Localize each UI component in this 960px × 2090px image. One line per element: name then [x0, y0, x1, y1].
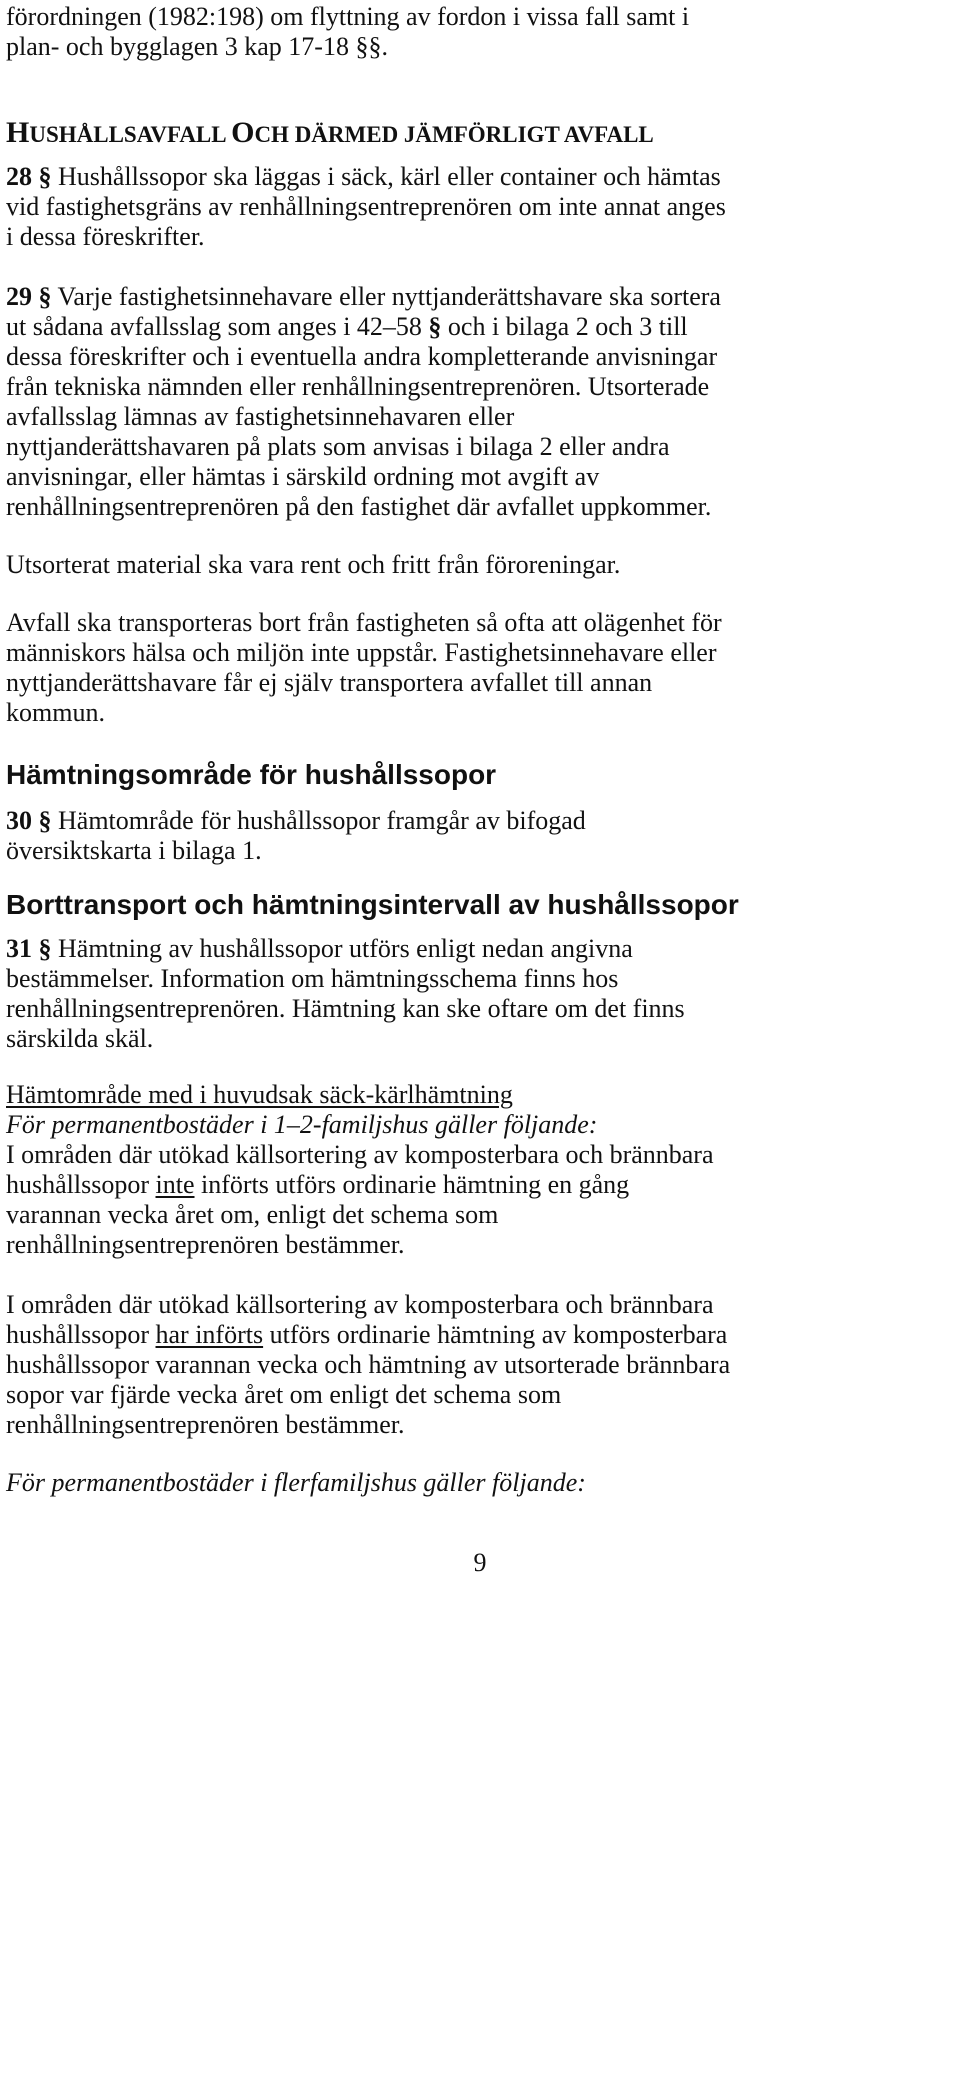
transport-line-2: människors hälsa och miljön inte uppstår. Fastighetsinnehavare eller: [6, 638, 717, 667]
intro-line-1: förordningen (1982:198) om flyttning av fordon i vissa fall samt i: [6, 2, 690, 31]
small-houses-a-line-1: I områden där utökad källsortering av komposterbara och brännbara: [6, 1140, 714, 1169]
multi-family-intro: För permanentbostäder i flerfamiljshus gäller följande:: [6, 1468, 586, 1497]
section-sign: §: [38, 934, 52, 963]
heading-collection-area: Hämtningsområde för hushållssopor: [6, 759, 497, 790]
paragraph-28-line-3: i dessa föreskrifter.: [6, 222, 205, 251]
heading-transport-interval: Borttransport och hämtningsintervall av hushållssopor: [6, 889, 739, 920]
paragraph-30-line-1: 30 § Hämtområde för hushållssopor framgår av bifogad: [6, 806, 586, 835]
paragraph-number: 30: [6, 806, 32, 835]
paragraph-31-line-4: särskilda skäl.: [6, 1024, 154, 1053]
small-houses-b-line-1: I områden där utökad källsortering av komposterbara och brännbara: [6, 1290, 714, 1319]
section-heading: HUSHÅLLSAVFALL OCH DÄRMED JÄMFÖRLIGT AVFALL: [6, 116, 654, 149]
small-houses-a-line-4: renhållningsentreprenören bestämmer.: [6, 1230, 405, 1259]
paragraph-28-line-1: 28 § Hushållssopor ska läggas i säck, kärl eller container och hämtas: [6, 162, 721, 191]
section-sign: §: [38, 282, 52, 311]
small-houses-a-line-3: varannan vecka året om, enligt det schema som: [6, 1200, 499, 1229]
paragraph-29-line-2: ut sådana avfallsslag som anges i 42–58 § och i bilaga 2 och 3 till: [6, 312, 688, 341]
paragraph-31-line-2: bestämmelser. Information om hämtningsschema finns hos: [6, 964, 619, 993]
paragraph-31-line-1: 31 § Hämtning av hushållssopor utförs enligt nedan angivna: [6, 934, 633, 963]
clean-material-paragraph: Utsorterat material ska vara rent och fritt från föroreningar.: [6, 550, 621, 579]
paragraph-30-line-2: översiktskarta i bilaga 1.: [6, 836, 262, 865]
page-number: 9: [473, 1548, 487, 1577]
small-houses-a-line-2: hushållssopor inte införts utförs ordinarie hämtning en gång: [6, 1170, 630, 1199]
section-sign: §: [38, 162, 52, 191]
section-sign: §: [38, 806, 52, 835]
section-sign: §: [428, 312, 442, 341]
transport-line-4: kommun.: [6, 698, 105, 727]
small-houses-b-line-2: hushållssopor har införts utförs ordinarie hämtning av komposterbara: [6, 1320, 728, 1349]
small-houses-intro: För permanentbostäder i 1–2-familjshus gäller följande:: [6, 1110, 598, 1139]
paragraph-29-line-3: dessa föreskrifter och i eventuella andra kompletterande anvisningar: [6, 342, 718, 371]
transport-line-3: nyttjanderättshavare får ej själv transportera avfallet till annan: [6, 668, 653, 697]
paragraph-number: 28: [6, 162, 32, 191]
paragraph-29-line-7: anvisningar, eller hämtas i särskild ordning mot avgift av: [6, 462, 600, 491]
paragraph-29-line-6: nyttjanderättshavaren på plats som anvisas i bilaga 2 eller andra: [6, 432, 670, 461]
paragraph-29-line-1: 29 § Varje fastighetsinnehavare eller nyttjanderättshavare ska sortera: [6, 282, 721, 311]
paragraph-29-line-5: avfallsslag lämnas av fastighetsinnehavaren eller: [6, 402, 515, 431]
transport-line-1: Avfall ska transporteras bort från fastigheten så ofta att olägenhet för: [6, 608, 722, 637]
paragraph-31-line-3: renhållningsentreprenören. Hämtning kan ske oftare om det finns: [6, 994, 685, 1023]
paragraph-number: 31: [6, 934, 32, 963]
paragraph-29-line-8: renhållningsentreprenören på den fastighet där avfallet uppkommer.: [6, 492, 712, 521]
paragraph-number: 29: [6, 282, 32, 311]
subheading-bag-bin-area: Hämtområde med i huvudsak säck-kärlhämtning: [6, 1080, 513, 1109]
small-houses-b-line-5: renhållningsentreprenören bestämmer.: [6, 1410, 405, 1439]
paragraph-29-line-4: från tekniska nämnden eller renhållningsentreprenören. Utsorterade: [6, 372, 710, 401]
intro-line-2: plan- och bygglagen 3 kap 17-18 §§.: [6, 32, 388, 61]
paragraph-28-line-2: vid fastighetsgräns av renhållningsentreprenören om inte annat anges: [6, 192, 726, 221]
small-houses-b-line-3: hushållssopor varannan vecka och hämtning av utsorterade brännbara: [6, 1350, 731, 1379]
small-houses-b-line-4: sopor var fjärde vecka året om enligt det schema som: [6, 1380, 562, 1409]
